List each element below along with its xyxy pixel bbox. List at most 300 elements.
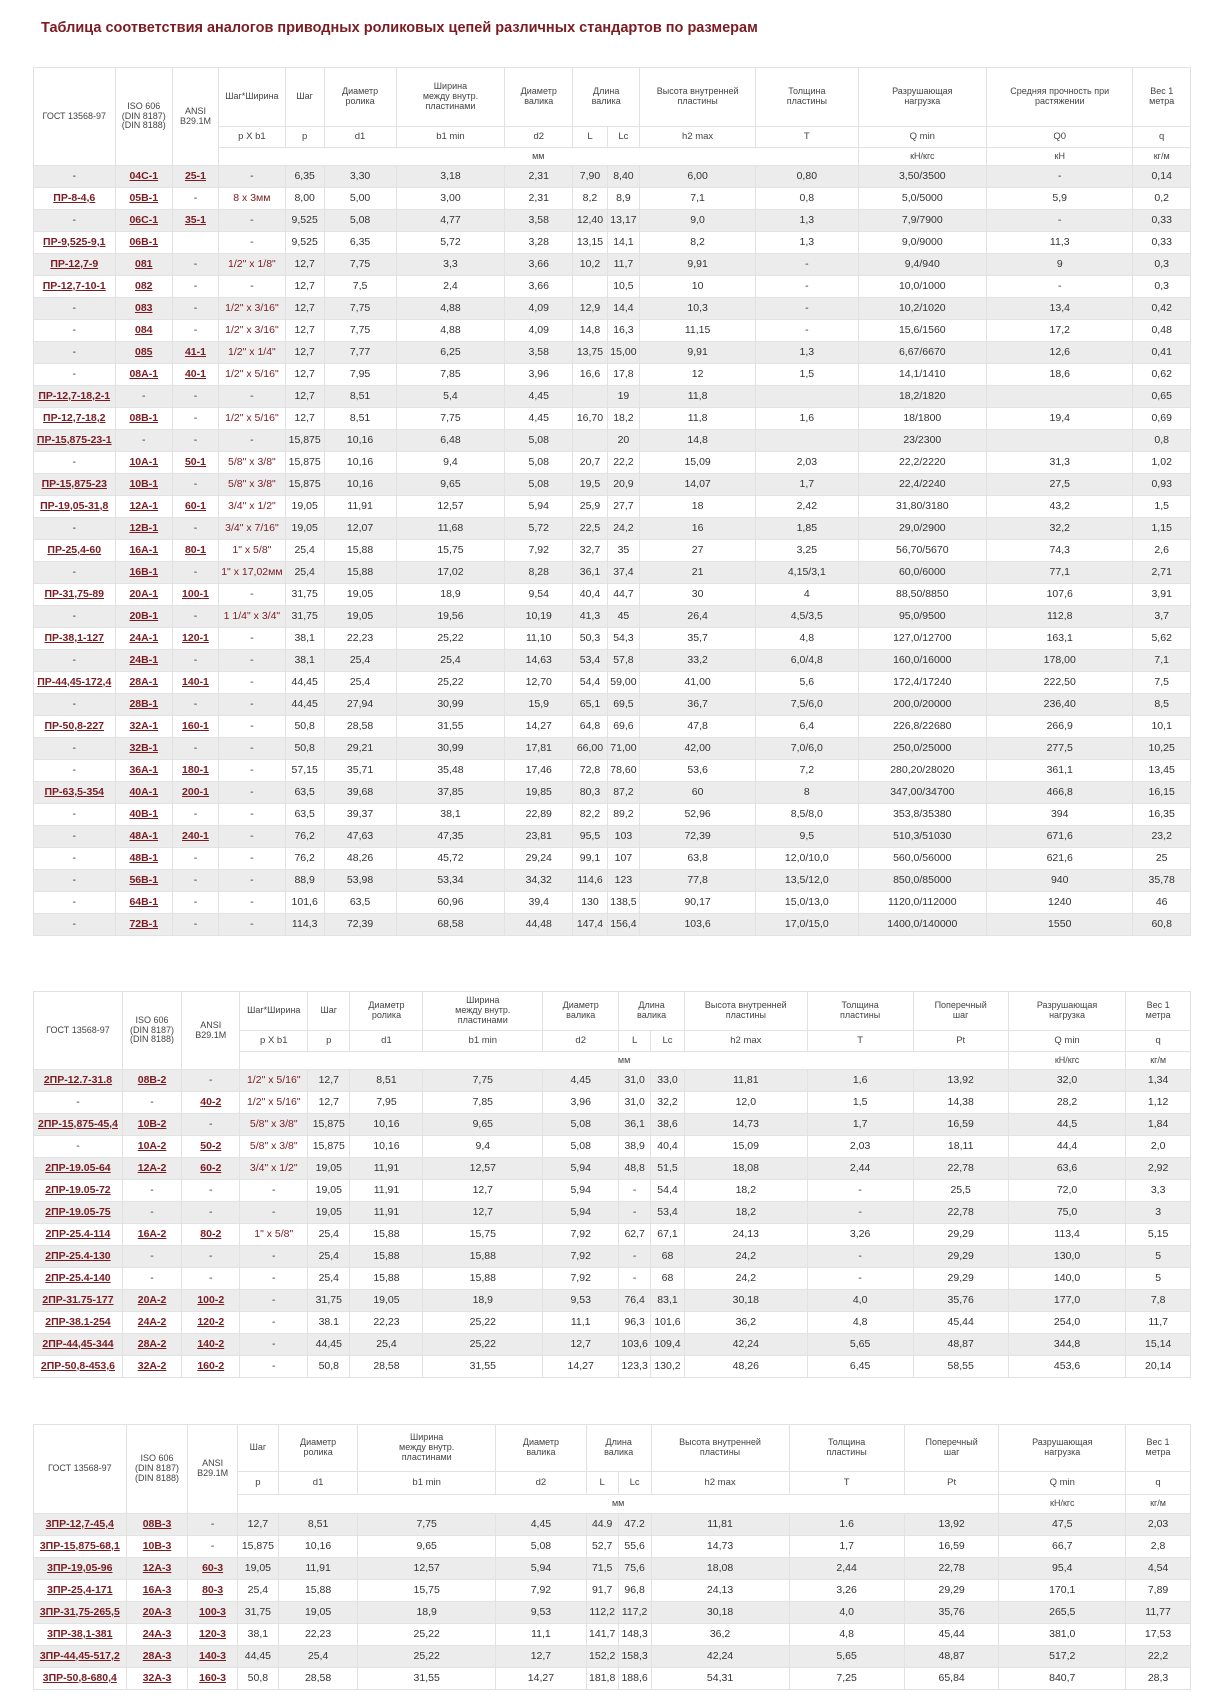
chain-link[interactable]: 2ПР-31.75-177 bbox=[34, 1290, 123, 1312]
table-cell: 3,50/3500 bbox=[858, 166, 987, 188]
table-cell: 1" x 5/8" bbox=[240, 1224, 308, 1246]
table-cell: 0,65 bbox=[1133, 386, 1191, 408]
chain-link[interactable]: 16B-1 bbox=[115, 562, 172, 584]
table-cell: 4,45 bbox=[496, 1514, 587, 1536]
chain-link[interactable]: 2ПР-19.05-75 bbox=[34, 1202, 123, 1224]
table-cell: 19,05 bbox=[308, 1180, 350, 1202]
table-cell: 42,24 bbox=[651, 1646, 789, 1668]
chain-link[interactable]: ПР-12,7-18,2-1 bbox=[34, 386, 116, 408]
table-cell: 58,55 bbox=[913, 1356, 1008, 1378]
chain-link[interactable]: 10B-3 bbox=[126, 1536, 188, 1558]
table-row bbox=[34, 1602, 1191, 1624]
chain-link[interactable]: 3ПР-50,8-680,4 bbox=[34, 1668, 127, 1690]
chain-link[interactable]: 28A-1 bbox=[115, 672, 172, 694]
chain-link[interactable]: 05B-1 bbox=[115, 188, 172, 210]
table-row bbox=[34, 562, 1191, 584]
chain-link[interactable]: 081 bbox=[115, 254, 172, 276]
table-row bbox=[34, 188, 1191, 210]
chain-link[interactable]: 20A-1 bbox=[115, 584, 172, 606]
chain-link[interactable]: 082 bbox=[115, 276, 172, 298]
chain-link[interactable]: ПР-31,75-89 bbox=[34, 584, 116, 606]
chain-link[interactable]: 160-3 bbox=[188, 1668, 237, 1690]
header-pin-diameter: Диаметр валика bbox=[543, 992, 619, 1031]
chain-link[interactable]: 083 bbox=[115, 298, 172, 320]
table-cell: 37,4 bbox=[607, 562, 639, 584]
table-cell: 7,5/6,0 bbox=[756, 694, 858, 716]
chain-link[interactable]: 28A-2 bbox=[122, 1334, 181, 1356]
chain-link[interactable]: ПР-15,875-23-1 bbox=[34, 430, 116, 452]
table-cell: - bbox=[172, 518, 218, 540]
chain-link[interactable]: 20A-2 bbox=[122, 1290, 181, 1312]
table-cell: 6,00 bbox=[640, 166, 756, 188]
table-cell: 3,30 bbox=[324, 166, 396, 188]
table-cell: - bbox=[172, 804, 218, 826]
chain-link[interactable]: 35-1 bbox=[172, 210, 218, 232]
table-cell: 5,08 bbox=[505, 474, 573, 496]
table-cell: 0,93 bbox=[1133, 474, 1191, 496]
table-cell: - bbox=[240, 1268, 308, 1290]
chain-link[interactable]: ПР-63,5-354 bbox=[34, 782, 116, 804]
table-cell: 353,8/35380 bbox=[858, 804, 987, 826]
chain-link[interactable]: 04C-1 bbox=[115, 166, 172, 188]
table-cell: - bbox=[172, 694, 218, 716]
table-cell: 1,3 bbox=[756, 232, 858, 254]
table-cell: 19 bbox=[607, 386, 639, 408]
table-cell: 6,35 bbox=[324, 232, 396, 254]
table-cell: 29,29 bbox=[913, 1224, 1008, 1246]
chain-link[interactable]: 180-1 bbox=[172, 760, 218, 782]
table-cell: 17,46 bbox=[505, 760, 573, 782]
chain-link[interactable]: 10A-1 bbox=[115, 452, 172, 474]
chain-link[interactable]: 2ПР-15,875-45,4 bbox=[34, 1114, 123, 1136]
chain-link[interactable]: 2ПР-19.05-72 bbox=[34, 1180, 123, 1202]
unit-kn-kgs: кН/кгс bbox=[858, 148, 987, 166]
table-cell: 200,0/20000 bbox=[858, 694, 987, 716]
table-cell: 12,57 bbox=[358, 1558, 496, 1580]
table-cell: 109,4 bbox=[651, 1334, 685, 1356]
table-cell: 12,40 bbox=[573, 210, 607, 232]
chain-link[interactable]: 100-3 bbox=[188, 1602, 237, 1624]
table-cell: - bbox=[240, 1202, 308, 1224]
table-cell: 69,5 bbox=[607, 694, 639, 716]
chain-link[interactable]: 48A-1 bbox=[115, 826, 172, 848]
table-cell: 9,5 bbox=[756, 826, 858, 848]
table-cell: 38,6 bbox=[651, 1114, 685, 1136]
table-row bbox=[34, 1356, 1191, 1378]
chain-link[interactable]: 120-1 bbox=[172, 628, 218, 650]
table-cell: 7,5 bbox=[1133, 672, 1191, 694]
table-cell: 35,48 bbox=[396, 760, 505, 782]
chain-link[interactable]: 36A-1 bbox=[115, 760, 172, 782]
table-cell: - bbox=[218, 232, 285, 254]
table-cell: 38,1 bbox=[237, 1624, 278, 1646]
table-cell: - bbox=[34, 914, 116, 936]
table-cell: 19,5 bbox=[573, 474, 607, 496]
table-cell: 87,2 bbox=[607, 782, 639, 804]
chain-link[interactable]: 16A-1 bbox=[115, 540, 172, 562]
table-cell: 36,2 bbox=[684, 1312, 807, 1334]
chain-link[interactable]: 3ПР-15,875-68,1 bbox=[34, 1536, 127, 1558]
chain-link[interactable]: 80-3 bbox=[188, 1580, 237, 1602]
table-cell: 5,08 bbox=[496, 1536, 587, 1558]
table-row bbox=[34, 452, 1191, 474]
chain-link[interactable]: 64B-1 bbox=[115, 892, 172, 914]
table-row bbox=[34, 518, 1191, 540]
unit-kn: кН bbox=[987, 148, 1133, 166]
chain-link[interactable]: 50-1 bbox=[172, 452, 218, 474]
table-cell: 10,16 bbox=[324, 474, 396, 496]
chain-link[interactable]: 085 bbox=[115, 342, 172, 364]
table-cell: 10,2/1020 bbox=[858, 298, 987, 320]
table-cell: 39,4 bbox=[505, 892, 573, 914]
table-row bbox=[34, 474, 1191, 496]
table-cell: 2,92 bbox=[1126, 1158, 1191, 1180]
table-cell: 54,31 bbox=[651, 1668, 789, 1690]
table-cell: 147,4 bbox=[573, 914, 607, 936]
chain-link[interactable]: 3ПР-25,4-171 bbox=[34, 1580, 127, 1602]
table-row bbox=[34, 1246, 1191, 1268]
chain-link[interactable]: ПР-38,1-127 bbox=[34, 628, 116, 650]
chain-link[interactable]: 40B-1 bbox=[115, 804, 172, 826]
chain-link[interactable]: 2ПР-19.05-64 bbox=[34, 1158, 123, 1180]
table-cell: 8,51 bbox=[324, 408, 396, 430]
table-row bbox=[34, 1536, 1191, 1558]
table-cell: 1,6 bbox=[756, 408, 858, 430]
chain-link[interactable]: 120-3 bbox=[188, 1624, 237, 1646]
table-cell: 5,08 bbox=[543, 1136, 619, 1158]
chain-link[interactable]: 2ПР-44,45-344 bbox=[34, 1334, 123, 1356]
chain-link[interactable]: 32A-3 bbox=[126, 1668, 188, 1690]
table-cell: - bbox=[182, 1114, 240, 1136]
table-cell: 45,44 bbox=[913, 1312, 1008, 1334]
table-cell: 0,41 bbox=[1133, 342, 1191, 364]
chain-link[interactable]: 80-1 bbox=[172, 540, 218, 562]
table-cell: 11,15 bbox=[640, 320, 756, 342]
table-cell: 20,14 bbox=[1126, 1356, 1191, 1378]
chain-link[interactable]: 08A-1 bbox=[115, 364, 172, 386]
chain-link[interactable]: 2ПР-12.7-31.8 bbox=[34, 1070, 123, 1092]
chain-link[interactable]: 3ПР-19,05-96 bbox=[34, 1558, 127, 1580]
table-cell: - bbox=[34, 892, 116, 914]
table-cell: 48,26 bbox=[324, 848, 396, 870]
chain-link[interactable]: 16A-3 bbox=[126, 1580, 188, 1602]
chain-link[interactable]: 10B-2 bbox=[122, 1114, 181, 1136]
chain-link[interactable]: 16A-2 bbox=[122, 1224, 181, 1246]
chain-link[interactable]: 3ПР-31,75-265,5 bbox=[34, 1602, 127, 1624]
table-cell: 51,5 bbox=[651, 1158, 685, 1180]
header-breaking-load: Разрушающая нагрузка bbox=[999, 1425, 1126, 1472]
table-cell: 5,08 bbox=[505, 430, 573, 452]
table-cell: - bbox=[218, 870, 285, 892]
table-cell: 32,0 bbox=[1008, 1070, 1125, 1092]
symbol-cell: Q min bbox=[1008, 1031, 1125, 1052]
table-row bbox=[34, 1668, 1191, 1690]
unit-kn-kgs: кН/кгс bbox=[999, 1495, 1126, 1514]
chain-link[interactable]: ПР-19,05-31,8 bbox=[34, 496, 116, 518]
table-cell: 453,6 bbox=[1008, 1356, 1125, 1378]
table-cell: - bbox=[218, 430, 285, 452]
table-cell: - bbox=[240, 1356, 308, 1378]
chain-link[interactable]: 2ПР-50,8-453,6 bbox=[34, 1356, 123, 1378]
chain-link[interactable]: 32A-2 bbox=[122, 1356, 181, 1378]
table-cell: 12,7 bbox=[285, 386, 324, 408]
symbol-cell: q bbox=[1126, 1472, 1191, 1495]
table-cell: 1/2" x 5/16" bbox=[240, 1092, 308, 1114]
table-row bbox=[34, 1624, 1191, 1646]
chain-link[interactable]: 140-1 bbox=[172, 672, 218, 694]
table-cell: 47,5 bbox=[999, 1514, 1126, 1536]
table-cell: 1/2" x 5/16" bbox=[218, 364, 285, 386]
header-ansi: ANSI B29.1M bbox=[172, 68, 218, 166]
chain-link[interactable]: 08B-3 bbox=[126, 1514, 188, 1536]
table-cell: 0,3 bbox=[1133, 276, 1191, 298]
table-cell: 7,25 bbox=[789, 1668, 904, 1690]
chain-link[interactable]: 32A-1 bbox=[115, 716, 172, 738]
table-cell: - bbox=[218, 760, 285, 782]
table-cell: 8,2 bbox=[640, 232, 756, 254]
table-cell: 4,88 bbox=[396, 298, 505, 320]
table-cell: - bbox=[807, 1202, 913, 1224]
table-cell: 66,00 bbox=[573, 738, 607, 760]
table-cell: 4,45 bbox=[505, 386, 573, 408]
chain-link[interactable]: 25-1 bbox=[172, 166, 218, 188]
table-cell: 27,7 bbox=[607, 496, 639, 518]
table-cell: 29,29 bbox=[913, 1268, 1008, 1290]
chain-link[interactable]: 3ПР-44,45-517,2 bbox=[34, 1646, 127, 1668]
table-cell: 14,73 bbox=[651, 1536, 789, 1558]
table-cell: 5,94 bbox=[543, 1202, 619, 1224]
chain-link[interactable]: 08B-1 bbox=[115, 408, 172, 430]
table-cell: 14,73 bbox=[684, 1114, 807, 1136]
unit-kg-m: кг/м bbox=[1126, 1495, 1191, 1514]
chain-link[interactable]: 12A-2 bbox=[122, 1158, 181, 1180]
table-cell: - bbox=[34, 650, 116, 672]
table-cell: 7,0/6,0 bbox=[756, 738, 858, 760]
table-cell: 11,3 bbox=[987, 232, 1133, 254]
chain-link[interactable]: 40A-1 bbox=[115, 782, 172, 804]
chain-link[interactable]: 60-1 bbox=[172, 496, 218, 518]
table-cell: - bbox=[218, 672, 285, 694]
symbol-cell: h2 max bbox=[651, 1472, 789, 1495]
table-cell: 38,1 bbox=[285, 628, 324, 650]
table-cell: 10,16 bbox=[324, 430, 396, 452]
table-cell: 130,0 bbox=[1008, 1246, 1125, 1268]
table-cell: 5/8" x 3/8" bbox=[240, 1114, 308, 1136]
table-cell: 18,9 bbox=[396, 584, 505, 606]
chain-link[interactable]: 40-1 bbox=[172, 364, 218, 386]
table-cell: 19,05 bbox=[285, 518, 324, 540]
header-plate-thickness: Толщина пластины bbox=[756, 68, 858, 127]
chain-link[interactable]: 50-2 bbox=[182, 1136, 240, 1158]
chain-link[interactable]: 06B-1 bbox=[115, 232, 172, 254]
table-cell: 60,0/6000 bbox=[858, 562, 987, 584]
symbol-cell: L bbox=[586, 1472, 618, 1495]
table-cell: - bbox=[182, 1268, 240, 1290]
table-cell: 7,9/7900 bbox=[858, 210, 987, 232]
symbol-cell: q bbox=[1126, 1031, 1191, 1052]
table-cell: 60,96 bbox=[396, 892, 505, 914]
table-cell bbox=[573, 386, 607, 408]
chain-link[interactable]: 084 bbox=[115, 320, 172, 342]
table-cell: 12,7 bbox=[496, 1646, 587, 1668]
table-cell: - bbox=[172, 188, 218, 210]
table-cell: 11,81 bbox=[651, 1514, 789, 1536]
chain-link[interactable]: ПР-15,875-23 bbox=[34, 474, 116, 496]
table-cell: 160,0/16000 bbox=[858, 650, 987, 672]
table-cell: 163,1 bbox=[987, 628, 1133, 650]
chain-link[interactable]: 240-1 bbox=[172, 826, 218, 848]
chain-link[interactable]: 160-1 bbox=[172, 716, 218, 738]
chain-link[interactable]: 24B-1 bbox=[115, 650, 172, 672]
chain-link[interactable]: 2ПР-38.1-254 bbox=[34, 1312, 123, 1334]
table-cell: 15,875 bbox=[308, 1136, 350, 1158]
table-cell: 29,24 bbox=[505, 848, 573, 870]
table-cell: 95,5 bbox=[573, 826, 607, 848]
table-cell: 25,4 bbox=[285, 562, 324, 584]
symbol-cell: T bbox=[807, 1031, 913, 1052]
table-cell: 13,92 bbox=[904, 1514, 999, 1536]
table-row bbox=[34, 540, 1191, 562]
symbol-cell: Lc bbox=[651, 1031, 685, 1052]
symbol-cell: Pt bbox=[913, 1031, 1008, 1052]
chain-link[interactable]: 56B-1 bbox=[115, 870, 172, 892]
table-cell: 3,3 bbox=[1126, 1180, 1191, 1202]
chain-link[interactable]: 24A-2 bbox=[122, 1312, 181, 1334]
chain-link[interactable]: 48B-1 bbox=[115, 848, 172, 870]
header-gost: ГОСТ 13568-97 bbox=[34, 992, 123, 1070]
symbol-cell: L bbox=[619, 1031, 651, 1052]
chain-link[interactable]: 32B-1 bbox=[115, 738, 172, 760]
table-cell: 44,5 bbox=[1008, 1114, 1125, 1136]
chain-link[interactable]: ПР-12,7-18,2 bbox=[34, 408, 116, 430]
chain-link[interactable]: 08B-2 bbox=[122, 1070, 181, 1092]
table-cell: 1/2" x 1/8" bbox=[218, 254, 285, 276]
table-cell: - bbox=[188, 1514, 237, 1536]
table-cell: 28,58 bbox=[324, 716, 396, 738]
symbol-cell: d2 bbox=[543, 1031, 619, 1052]
chain-link[interactable]: 24A-1 bbox=[115, 628, 172, 650]
table-cell: 11,8 bbox=[640, 386, 756, 408]
chain-link[interactable]: 200-1 bbox=[172, 782, 218, 804]
table-cell: 13,92 bbox=[913, 1070, 1008, 1092]
chain-link[interactable]: 40-2 bbox=[182, 1092, 240, 1114]
chain-link[interactable]: 3ПР-12,7-45,4 bbox=[34, 1514, 127, 1536]
chain-link[interactable]: ПР-12,7-10-1 bbox=[34, 276, 116, 298]
symbol-cell: p X b1 bbox=[218, 127, 285, 148]
chain-link[interactable]: 20B-1 bbox=[115, 606, 172, 628]
table-cell: 127,0/12700 bbox=[858, 628, 987, 650]
table-cell: 30,99 bbox=[396, 694, 505, 716]
chain-link[interactable]: 140-3 bbox=[188, 1646, 237, 1668]
chain-link[interactable]: ПР-9,525-9,1 bbox=[34, 232, 116, 254]
table-cell: 0,33 bbox=[1133, 232, 1191, 254]
chain-link[interactable]: 100-1 bbox=[172, 584, 218, 606]
table-cell: 52,96 bbox=[640, 804, 756, 826]
chain-link[interactable]: 60-3 bbox=[188, 1558, 237, 1580]
table-cell: - bbox=[122, 1202, 181, 1224]
chain-link[interactable]: 60-2 bbox=[182, 1158, 240, 1180]
chain-link[interactable]: 72B-1 bbox=[115, 914, 172, 936]
chain-link[interactable]: ПР-44,45-172,4 bbox=[34, 672, 116, 694]
chain-link[interactable]: 12A-3 bbox=[126, 1558, 188, 1580]
table-cell: 25,22 bbox=[358, 1624, 496, 1646]
chain-link[interactable]: ПР-12,7-9 bbox=[34, 254, 116, 276]
chain-link[interactable]: 3ПР-38,1-381 bbox=[34, 1624, 127, 1646]
table-row bbox=[34, 628, 1191, 650]
table-cell: 9,65 bbox=[396, 474, 505, 496]
chain-link[interactable]: 12A-1 bbox=[115, 496, 172, 518]
table-cell: 141,7 bbox=[586, 1624, 618, 1646]
chain-link[interactable]: ПР-8-4,6 bbox=[34, 188, 116, 210]
chain-link[interactable]: 120-2 bbox=[182, 1312, 240, 1334]
chain-link[interactable]: 2ПР-25.4-130 bbox=[34, 1246, 123, 1268]
table-cell: 77,1 bbox=[987, 562, 1133, 584]
table-cell: 1,5 bbox=[756, 364, 858, 386]
table-cell: 103,6 bbox=[619, 1334, 651, 1356]
table-row bbox=[34, 1114, 1191, 1136]
table-cell: 35,76 bbox=[913, 1290, 1008, 1312]
chain-link[interactable]: 140-2 bbox=[182, 1334, 240, 1356]
chain-link[interactable]: 2ПР-25.4-114 bbox=[34, 1224, 123, 1246]
chain-link[interactable]: 06C-1 bbox=[115, 210, 172, 232]
table-cell: 25,9 bbox=[573, 496, 607, 518]
table-row bbox=[34, 430, 1191, 452]
chain-link[interactable]: 2ПР-25.4-140 bbox=[34, 1268, 123, 1290]
header-breaking-load: Разрушающая нагрузка bbox=[1008, 992, 1125, 1031]
table-cell: 12,0 bbox=[684, 1092, 807, 1114]
table-cell: 44,45 bbox=[308, 1334, 350, 1356]
table-cell: 9,53 bbox=[496, 1602, 587, 1624]
table-row bbox=[34, 1580, 1191, 1602]
table-cell: 19,56 bbox=[396, 606, 505, 628]
chain-link[interactable]: 28A-3 bbox=[126, 1646, 188, 1668]
table-cell: 39,37 bbox=[324, 804, 396, 826]
table-cell: 4,09 bbox=[505, 320, 573, 342]
table-cell: 14,8 bbox=[573, 320, 607, 342]
table-cell: 50,8 bbox=[308, 1356, 350, 1378]
table-cell: 15,0/13,0 bbox=[756, 892, 858, 914]
chain-link[interactable]: 24A-3 bbox=[126, 1624, 188, 1646]
chain-link[interactable]: 10B-1 bbox=[115, 474, 172, 496]
table-cell: 48,8 bbox=[619, 1158, 651, 1180]
table-cell: 7,92 bbox=[543, 1268, 619, 1290]
chain-link[interactable]: 12B-1 bbox=[115, 518, 172, 540]
chain-link[interactable]: 28B-1 bbox=[115, 694, 172, 716]
table-cell: 22,78 bbox=[913, 1158, 1008, 1180]
chain-link[interactable]: ПР-25,4-60 bbox=[34, 540, 116, 562]
chain-link[interactable]: 41-1 bbox=[172, 342, 218, 364]
table-cell: 2,0 bbox=[1126, 1136, 1191, 1158]
header-pin-length: Длина валика bbox=[573, 68, 640, 127]
chain-link[interactable]: 80-2 bbox=[182, 1224, 240, 1246]
table-cell: - bbox=[172, 892, 218, 914]
table-cell: 55,6 bbox=[618, 1536, 651, 1558]
chain-link[interactable]: 20A-3 bbox=[126, 1602, 188, 1624]
table-cell: 60,8 bbox=[1133, 914, 1191, 936]
header-breaking-load: Разрушающая нагрузка bbox=[858, 68, 987, 127]
table-cell: 7,5 bbox=[324, 276, 396, 298]
table-cell: - bbox=[34, 870, 116, 892]
table-cell: 63,5 bbox=[285, 804, 324, 826]
chain-link[interactable]: ПР-50,8-227 bbox=[34, 716, 116, 738]
chain-link[interactable]: 160-2 bbox=[182, 1356, 240, 1378]
table-row bbox=[34, 672, 1191, 694]
chain-link[interactable]: 100-2 bbox=[182, 1290, 240, 1312]
table-cell: 5,94 bbox=[543, 1180, 619, 1202]
header-pitch: Шаг bbox=[285, 68, 324, 127]
chain-link[interactable]: 10A-2 bbox=[122, 1136, 181, 1158]
table-cell: 30,18 bbox=[684, 1290, 807, 1312]
